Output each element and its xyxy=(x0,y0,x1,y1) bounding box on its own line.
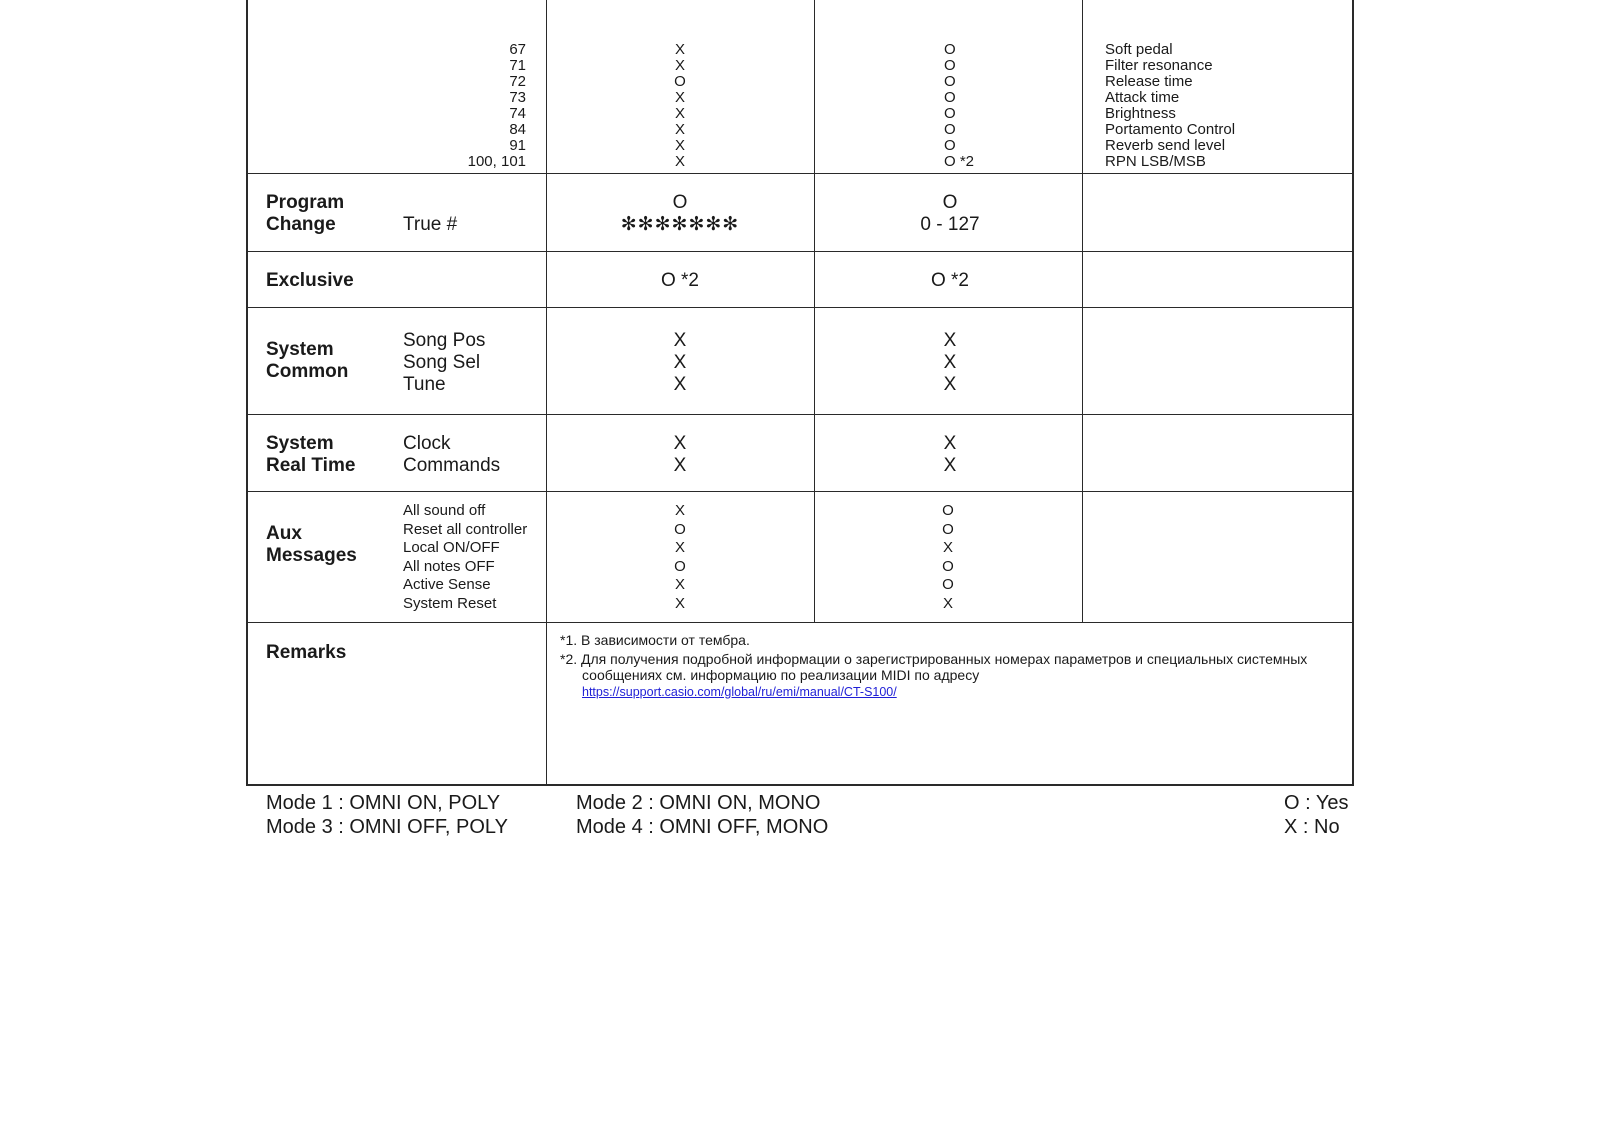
transmitted-value: X xyxy=(674,41,685,58)
recognized-value: O xyxy=(944,73,956,90)
remark-note-2-continued: сообщениях см. информацию по реализации MIDI по адресу xyxy=(582,667,980,683)
column-divider xyxy=(1082,0,1083,622)
transmitted-value: X xyxy=(674,594,685,612)
system-realtime-item: Clock xyxy=(403,433,451,454)
program-change-label xyxy=(266,192,344,236)
transmitted-value: O xyxy=(672,192,688,213)
remark-note-2: *2. Для получения подробной информации о зарегистрированных номерах параметров и специальных системных xyxy=(560,651,1308,667)
controller-remark: Attack time xyxy=(1105,89,1180,106)
aux-messages-label-line: Aux xyxy=(266,523,302,544)
exclusive-transmitted: O *2 xyxy=(660,270,700,291)
true-number-label: True # xyxy=(403,214,458,235)
system-common-transmitted xyxy=(580,330,780,396)
system-realtime-recognized xyxy=(850,433,1050,477)
controller-remark: Release time xyxy=(1105,73,1193,90)
recognized-value: X xyxy=(943,374,957,395)
transmitted-value: O xyxy=(674,557,686,575)
recognized-value: O xyxy=(942,576,954,593)
recognized-value: O *2 xyxy=(944,153,975,170)
transmitted-value: X xyxy=(674,502,685,519)
transmitted-value: X xyxy=(673,330,687,351)
transmitted-value: X xyxy=(674,539,685,556)
recognized-value: O xyxy=(942,502,954,519)
recognized-value: O xyxy=(944,121,956,138)
no-legend: X : No xyxy=(1284,816,1340,838)
symbol-legend xyxy=(1284,791,1349,839)
transmitted-value: O xyxy=(674,520,686,538)
mode-3: Mode 3 : OMNI OFF, POLY xyxy=(266,816,508,838)
transmitted-value: X xyxy=(674,576,685,593)
row-divider xyxy=(246,414,1354,415)
recognized-value: X xyxy=(943,433,957,454)
controller-remark: Portamento Control xyxy=(1105,121,1236,138)
mode-1: Mode 1 : OMNI ON, POLY xyxy=(266,792,501,814)
aux-recognized xyxy=(908,502,988,613)
exclusive-recognized: O *2 xyxy=(930,270,970,291)
transmitted-range: ✻✻✻✻✻✻✻ xyxy=(620,214,740,235)
recognized-value: X xyxy=(942,594,953,612)
aux-messages-label xyxy=(266,523,357,567)
yes-legend: O : Yes xyxy=(1284,792,1349,814)
recognized-value: X xyxy=(942,539,953,556)
system-common-item: Song Sel xyxy=(403,352,481,373)
transmitted-value: X xyxy=(674,121,685,138)
controller-number: 84 xyxy=(509,121,526,138)
aux-message-item: Active Sense xyxy=(403,576,491,593)
row-divider xyxy=(246,173,1354,174)
controller-number: 71 xyxy=(509,57,526,74)
row-divider xyxy=(246,251,1354,252)
row-divider xyxy=(246,622,1354,623)
mode-2: Mode 2 : OMNI ON, MONO xyxy=(576,792,821,814)
controller-numbers xyxy=(430,42,526,170)
column-divider xyxy=(814,0,815,622)
system-realtime-label-line: Real Time xyxy=(266,455,356,476)
controller-number: 67 xyxy=(509,41,526,58)
system-realtime-item: Commands xyxy=(403,455,501,476)
controller-remarks xyxy=(1105,42,1235,170)
system-common-item: Song Pos xyxy=(403,330,486,351)
controller-number: 73 xyxy=(509,89,526,106)
system-common-label xyxy=(266,339,348,383)
transmitted-value: X xyxy=(673,433,687,454)
system-common-label-line: Common xyxy=(266,361,349,382)
controller-number: 72 xyxy=(509,73,526,90)
controller-remark: Brightness xyxy=(1105,105,1176,122)
row-divider xyxy=(246,307,1354,308)
column-divider xyxy=(546,0,547,786)
recognized-value: X xyxy=(943,330,957,351)
mode-4: Mode 4 : OMNI OFF, MONO xyxy=(576,816,829,838)
transmitted-value: X xyxy=(673,352,687,373)
controller-remark: RPN LSB/MSB xyxy=(1105,153,1206,170)
aux-message-item: All notes OFF xyxy=(403,557,495,575)
controller-recognized xyxy=(944,42,1024,170)
system-common-recognized xyxy=(850,330,1050,396)
program-change-transmitted xyxy=(580,192,780,236)
casio-support-link[interactable]: https://support.casio.com/global/ru/emi/manual/CT-S100/ xyxy=(582,685,897,699)
recognized-value: O xyxy=(944,137,956,154)
aux-message-item: System Reset xyxy=(403,594,497,612)
system-common-item: Tune xyxy=(403,374,446,395)
recognized-range: 0 - 127 xyxy=(920,214,980,235)
recognized-value: O xyxy=(944,57,956,74)
recognized-value: O xyxy=(944,89,956,106)
controller-number: 100, 101 xyxy=(467,153,526,170)
program-change-label-line: Change xyxy=(266,214,336,235)
system-common-label-line: System xyxy=(266,339,334,360)
system-realtime-label-line: System xyxy=(266,433,334,454)
program-change-label-line: Program xyxy=(266,192,345,213)
program-change-recognized xyxy=(850,192,1050,236)
transmitted-value: X xyxy=(673,374,687,395)
aux-message-item: Reset all controller xyxy=(403,520,528,538)
transmitted-value: X xyxy=(674,153,685,170)
mode-legend-right xyxy=(576,791,828,839)
exclusive-label: Exclusive xyxy=(266,270,354,291)
transmitted-value: O xyxy=(674,73,686,90)
recognized-value: O xyxy=(942,557,954,575)
aux-messages-label-line: Messages xyxy=(266,545,357,566)
row-divider xyxy=(246,491,1354,492)
recognized-value: O xyxy=(944,41,956,58)
system-realtime-label xyxy=(266,433,355,477)
recognized-value: O xyxy=(942,520,954,538)
aux-message-item: All sound off xyxy=(403,502,486,519)
controller-remark: Filter resonance xyxy=(1105,57,1213,74)
remark-note-1: *1. В зависимости от тембра. xyxy=(560,632,750,648)
controller-number: 74 xyxy=(509,105,526,122)
controller-remark: Reverb send level xyxy=(1105,137,1226,154)
recognized-value: X xyxy=(943,455,957,476)
system-realtime-items xyxy=(403,433,500,477)
system-realtime-transmitted xyxy=(580,433,780,477)
transmitted-value: X xyxy=(674,89,685,106)
mode-legend-left xyxy=(266,791,508,839)
aux-message-items xyxy=(403,502,527,613)
system-common-items xyxy=(403,330,485,396)
transmitted-value: X xyxy=(673,455,687,476)
transmitted-value: X xyxy=(674,137,685,154)
controller-transmitted xyxy=(640,42,720,170)
recognized-value: O xyxy=(944,105,956,122)
controller-remark: Soft pedal xyxy=(1105,41,1173,58)
transmitted-value: X xyxy=(674,105,685,122)
aux-transmitted xyxy=(640,502,720,613)
recognized-value: O xyxy=(942,192,958,213)
recognized-value: X xyxy=(943,352,957,373)
controller-number: 91 xyxy=(509,137,526,154)
transmitted-value: X xyxy=(674,57,685,74)
aux-message-item: Local ON/OFF xyxy=(403,539,500,556)
remarks-label: Remarks xyxy=(266,642,347,663)
